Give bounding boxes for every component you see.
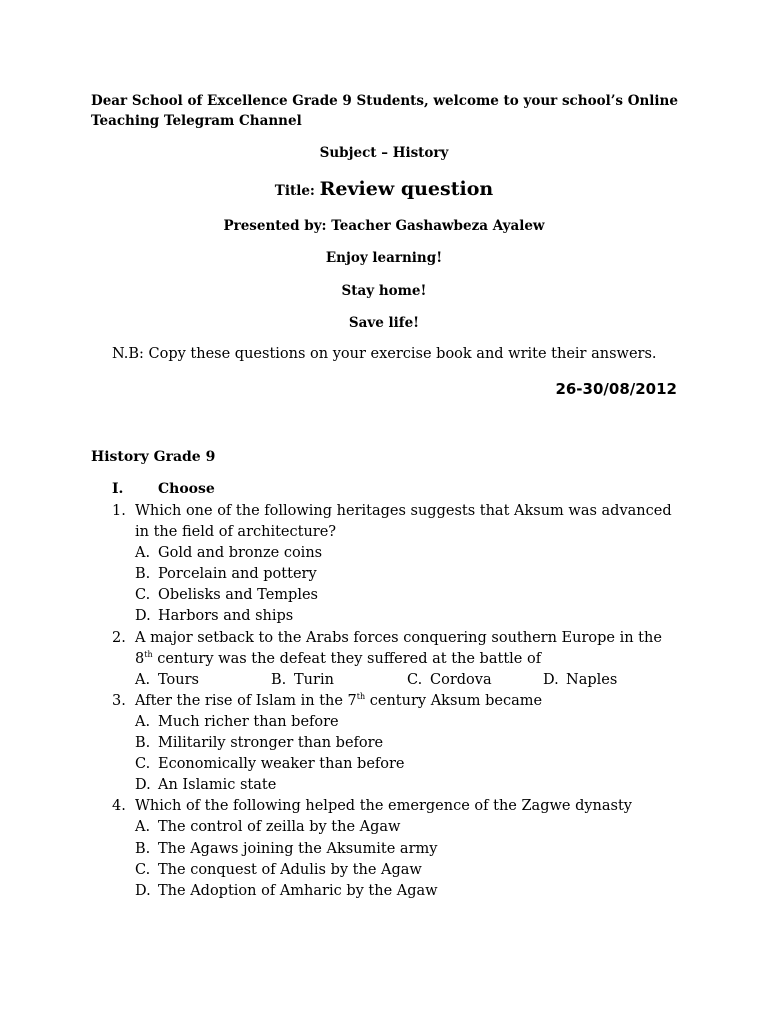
intro-paragraph: Dear School of Excellence Grade 9 Students, welcome to your school’s Online Teaching Telegram Channel: [91, 93, 678, 129]
option-letter: C.: [135, 756, 151, 773]
option-text: The Agaws joining the Aksumite army: [158, 840, 438, 857]
option-a: [135, 543, 682, 564]
subject-label: Subject –: [319, 145, 393, 161]
option-letter: A.: [135, 545, 151, 562]
option-letter: D.: [543, 671, 559, 688]
option-d: [135, 606, 682, 627]
date-range: 26-30/08/2012: [555, 380, 677, 398]
option-text: Turin: [294, 671, 334, 688]
ordinal-suffix: th: [144, 649, 153, 659]
option-b: [135, 733, 682, 754]
presenter-line: Presented by: Teacher Gashawbeza Ayalew: [223, 218, 545, 234]
option-letter: A.: [135, 713, 151, 730]
question-number: 3.: [112, 692, 126, 709]
option-d: [543, 670, 617, 691]
question-list: [112, 501, 682, 902]
option-text: The conquest of Adulis by the Agaw: [158, 861, 422, 878]
option-c: [135, 860, 682, 881]
option-letter: C.: [135, 861, 151, 878]
option-letter: B.: [135, 735, 151, 752]
question-text-rest: century was the defeat they suffered at the battle of: [152, 650, 542, 667]
question-number: 2.: [112, 629, 126, 646]
option-c: [407, 670, 543, 691]
option-text: Naples: [566, 671, 618, 688]
question-text-line: A major setback to the Arabs forces conquering southern Europe in the: [135, 629, 662, 646]
question-text-line: Which one of the following heritages suggests that Aksum was advanced: [135, 503, 672, 519]
option-c: [135, 754, 682, 775]
option-text: Porcelain and pottery: [158, 566, 317, 583]
question-1: [112, 501, 682, 628]
option-text: The control of zeilla by the Agaw: [158, 819, 401, 836]
slogan-enjoy: Enjoy learning!: [325, 250, 443, 266]
option-letter: C.: [135, 587, 151, 604]
option-letter: D.: [135, 777, 151, 794]
option-text: An Islamic state: [158, 777, 277, 794]
option-letter: B.: [135, 840, 151, 857]
option-a: [135, 670, 271, 691]
question-text-rest: century Aksum became: [365, 692, 543, 709]
option-d: [135, 881, 682, 902]
ordinal-number: 8: [135, 650, 145, 667]
option-d: [135, 775, 682, 796]
option-a: [135, 712, 682, 733]
slogan-stay-home: Stay home!: [341, 283, 427, 299]
option-text: Obelisks and Temples: [158, 587, 318, 604]
question-text-line: in the field of architecture?: [135, 524, 337, 541]
part-heading: [112, 481, 215, 497]
question-number: 1.: [112, 503, 126, 519]
option-row: [135, 670, 682, 691]
title-label: Title:: [274, 183, 315, 199]
option-text: Economically weaker than before: [158, 756, 405, 773]
question-4: [112, 796, 682, 901]
question-text-line: [135, 649, 682, 670]
part-label: Choose: [158, 481, 215, 497]
subject-line: [0, 145, 768, 161]
question-text-line: [135, 691, 682, 712]
option-letter: D.: [135, 882, 151, 899]
option-text: Tours: [158, 671, 199, 688]
ordinal-suffix: th: [356, 691, 366, 701]
option-letter: C.: [407, 671, 423, 688]
option-b: [135, 564, 682, 585]
option-c: [135, 585, 682, 606]
option-text: Cordova: [430, 671, 492, 688]
option-text: Militarily stronger than before: [158, 735, 384, 752]
question-number: 4.: [112, 798, 126, 815]
option-letter: B.: [135, 566, 151, 583]
part-numeral: I.: [112, 481, 124, 497]
title-line: [0, 178, 768, 200]
question-text-start: After the rise of Islam in the 7: [135, 692, 357, 709]
option-letter: D.: [135, 608, 151, 625]
option-letter: B.: [271, 671, 287, 688]
option-text: The Adoption of Amharic by the Agaw: [158, 882, 438, 899]
document-title: Review question: [319, 178, 494, 200]
option-a: [135, 817, 682, 838]
option-text: Much richer than before: [158, 713, 339, 730]
option-letter: A.: [135, 819, 151, 836]
question-2: [112, 628, 682, 691]
instruction-note: N.B: Copy these questions on your exercise book and write their answers.: [112, 346, 657, 362]
question-text-line: Which of the following helped the emergence of the Zagwe dynasty: [135, 798, 632, 815]
option-text: Harbors and ships: [158, 608, 294, 625]
option-b: [271, 670, 407, 691]
question-3: [112, 691, 682, 796]
subject-value: History: [392, 145, 449, 161]
option-b: [135, 839, 682, 860]
option-text: Gold and bronze coins: [158, 545, 323, 562]
option-letter: A.: [135, 671, 151, 688]
section-heading: History Grade 9: [91, 449, 216, 465]
slogan-save-life: Save life!: [348, 315, 420, 331]
